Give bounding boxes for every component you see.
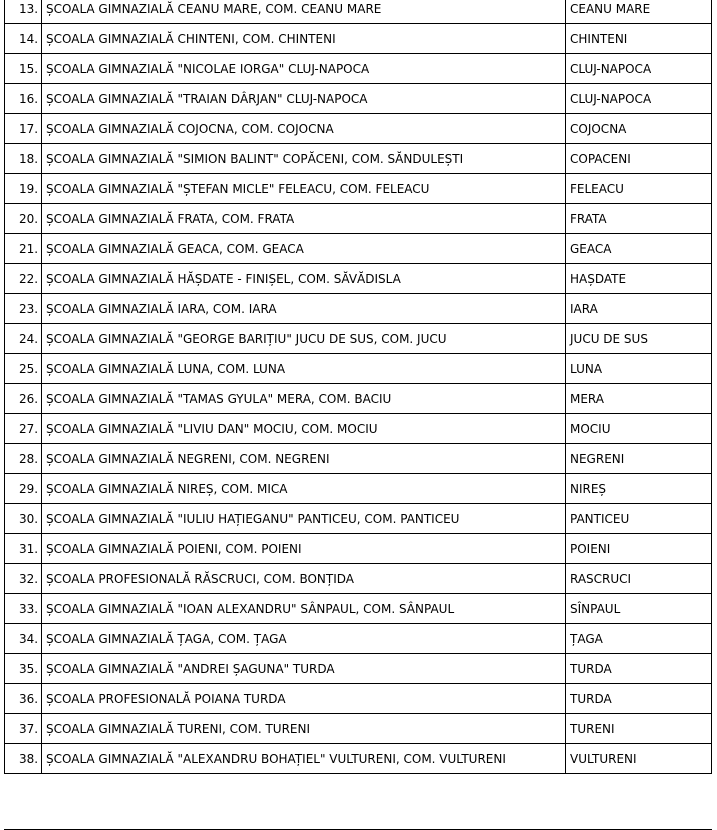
row-number: 14. [5, 24, 42, 54]
locality-name: MERA [566, 384, 712, 414]
table-row [5, 204, 712, 234]
row-number: 13. [5, 0, 42, 24]
school-name: ȘCOALA GIMNAZIALĂ "ȘTEFAN MICLE" FELEACU, COM. FELEACU [42, 174, 566, 204]
schools-table-body [5, 0, 712, 774]
table-row [5, 294, 712, 324]
locality-name: HAȘDATE [566, 264, 712, 294]
row-number: 28. [5, 444, 42, 474]
table-row [5, 534, 712, 564]
locality-name: CLUJ-NAPOCA [566, 84, 712, 114]
locality-name: PANTICEU [566, 504, 712, 534]
table-row [5, 264, 712, 294]
row-number: 31. [5, 534, 42, 564]
school-name: ȘCOALA GIMNAZIALĂ NIREȘ, COM. MICA [42, 474, 566, 504]
row-number: 17. [5, 114, 42, 144]
locality-name: POIENI [566, 534, 712, 564]
table-row [5, 24, 712, 54]
school-name: ȘCOALA GIMNAZIALĂ IARA, COM. IARA [42, 294, 566, 324]
table-row [5, 624, 712, 654]
school-name: ȘCOALA GIMNAZIALĂ "SIMION BALINT" COPĂCENI, COM. SĂNDULEȘTI [42, 144, 566, 174]
row-number: 34. [5, 624, 42, 654]
school-name: ȘCOALA GIMNAZIALĂ ȚAGA, COM. ȚAGA [42, 624, 566, 654]
locality-name: COJOCNA [566, 114, 712, 144]
schools-table [4, 0, 712, 774]
locality-name: IARA [566, 294, 712, 324]
table-row [5, 144, 712, 174]
locality-name: FRATA [566, 204, 712, 234]
row-number: 38. [5, 744, 42, 774]
school-name: ȘCOALA GIMNAZIALĂ NEGRENI, COM. NEGRENI [42, 444, 566, 474]
row-number: 21. [5, 234, 42, 264]
table-row [5, 474, 712, 504]
locality-name: RASCRUCI [566, 564, 712, 594]
table-row [5, 744, 712, 774]
row-number: 19. [5, 174, 42, 204]
locality-name: JUCU DE SUS [566, 324, 712, 354]
school-name: ȘCOALA GIMNAZIALĂ FRATA, COM. FRATA [42, 204, 566, 234]
locality-name: NEGRENI [566, 444, 712, 474]
school-name: ȘCOALA GIMNAZIALĂ COJOCNA, COM. COJOCNA [42, 114, 566, 144]
table-row [5, 564, 712, 594]
school-name: ȘCOALA GIMNAZIALĂ "NICOLAE IORGA" CLUJ-NAPOCA [42, 54, 566, 84]
table-row [5, 324, 712, 354]
school-name: ȘCOALA GIMNAZIALĂ POIENI, COM. POIENI [42, 534, 566, 564]
locality-name: FELEACU [566, 174, 712, 204]
row-number: 29. [5, 474, 42, 504]
table-row [5, 444, 712, 474]
row-number: 32. [5, 564, 42, 594]
school-name: ȘCOALA GIMNAZIALĂ "TAMAS GYULA" MERA, COM. BACIU [42, 384, 566, 414]
school-name: ȘCOALA GIMNAZIALĂ "LIVIU DAN" MOCIU, COM. MOCIU [42, 414, 566, 444]
table-row [5, 384, 712, 414]
locality-name: TURDA [566, 654, 712, 684]
row-number: 36. [5, 684, 42, 714]
table-row [5, 684, 712, 714]
locality-name: SÎNPAUL [566, 594, 712, 624]
school-name: ȘCOALA GIMNAZIALĂ "IOAN ALEXANDRU" SÂNPAUL, COM. SÂNPAUL [42, 594, 566, 624]
table-row [5, 354, 712, 384]
row-number: 22. [5, 264, 42, 294]
row-number: 37. [5, 714, 42, 744]
table-row [5, 0, 712, 24]
row-number: 26. [5, 384, 42, 414]
table-row [5, 84, 712, 114]
row-number: 33. [5, 594, 42, 624]
school-name: ȘCOALA GIMNAZIALĂ TURENI, COM. TURENI [42, 714, 566, 744]
school-name: ȘCOALA GIMNAZIALĂ "ANDREI ȘAGUNA" TURDA [42, 654, 566, 684]
school-name: ȘCOALA PROFESIONALĂ RĂSCRUCI, COM. BONȚIDA [42, 564, 566, 594]
row-number: 24. [5, 324, 42, 354]
row-number: 18. [5, 144, 42, 174]
table-row [5, 54, 712, 84]
school-name: ȘCOALA GIMNAZIALĂ CHINTENI, COM. CHINTENI [42, 24, 566, 54]
row-number: 30. [5, 504, 42, 534]
row-number: 16. [5, 84, 42, 114]
school-name: ȘCOALA GIMNAZIALĂ LUNA, COM. LUNA [42, 354, 566, 384]
locality-name: CLUJ-NAPOCA [566, 54, 712, 84]
row-number: 27. [5, 414, 42, 444]
table-row [5, 174, 712, 204]
locality-name: NIREȘ [566, 474, 712, 504]
locality-name: ȚAGA [566, 624, 712, 654]
table-row [5, 714, 712, 744]
table-row [5, 114, 712, 144]
school-name: ȘCOALA GIMNAZIALĂ "ALEXANDRU BOHAȚIEL" VULTURENI, COM. VULTURENI [42, 744, 566, 774]
school-name: ȘCOALA GIMNAZIALĂ GEACA, COM. GEACA [42, 234, 566, 264]
locality-name: TURENI [566, 714, 712, 744]
table-row [5, 654, 712, 684]
school-name: ȘCOALA GIMNAZIALĂ "GEORGE BARIȚIU" JUCU DE SUS, COM. JUCU [42, 324, 566, 354]
school-name: ȘCOALA GIMNAZIALĂ HĂȘDATE - FINIȘEL, COM. SĂVĂDISLA [42, 264, 566, 294]
school-name: ȘCOALA GIMNAZIALĂ "TRAIAN DÂRJAN" CLUJ-NAPOCA [42, 84, 566, 114]
table-row [5, 594, 712, 624]
locality-name: VULTURENI [566, 744, 712, 774]
locality-name: MOCIU [566, 414, 712, 444]
row-number: 20. [5, 204, 42, 234]
row-number: 15. [5, 54, 42, 84]
row-number: 23. [5, 294, 42, 324]
locality-name: TURDA [566, 684, 712, 714]
locality-name: CEANU MARE [566, 0, 712, 24]
locality-name: CHINTENI [566, 24, 712, 54]
row-number: 25. [5, 354, 42, 384]
table-row [5, 414, 712, 444]
locality-name: GEACA [566, 234, 712, 264]
row-number: 35. [5, 654, 42, 684]
school-name: ȘCOALA PROFESIONALĂ POIANA TURDA [42, 684, 566, 714]
school-name: ȘCOALA GIMNAZIALĂ "IULIU HAȚIEGANU" PANTICEU, COM. PANTICEU [42, 504, 566, 534]
locality-name: LUNA [566, 354, 712, 384]
school-name: ȘCOALA GIMNAZIALĂ CEANU MARE, COM. CEANU MARE [42, 0, 566, 24]
table-row [5, 504, 712, 534]
table-row [5, 234, 712, 264]
locality-name: COPACENI [566, 144, 712, 174]
